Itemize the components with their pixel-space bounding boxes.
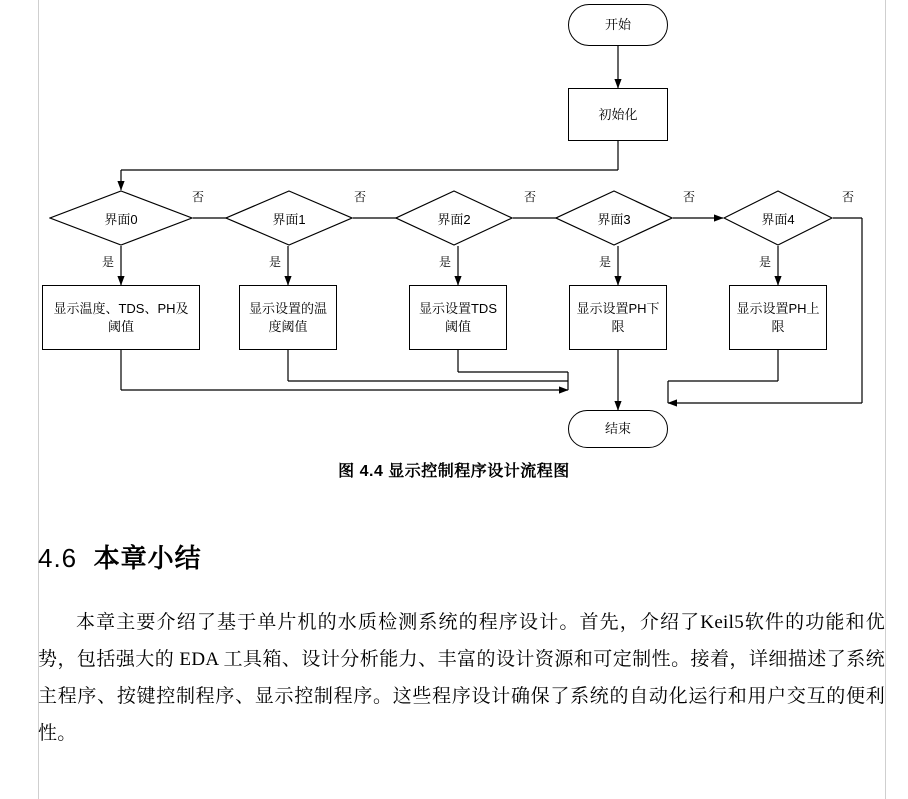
flow-node-end — [568, 410, 668, 448]
edge-label-no-4: 否 — [842, 190, 855, 204]
edge-label-no-0: 否 — [192, 190, 205, 204]
section-title: 本章小结 — [93, 542, 202, 573]
flow-decision-4-label: 界面4 — [761, 211, 795, 227]
edge-label-yes-2: 是 — [439, 255, 452, 269]
flow-process-3-label: 显示设置PH下限 — [576, 300, 660, 334]
edge-label-no-3: 否 — [683, 190, 696, 204]
edge-label-no-2: 否 — [524, 190, 537, 204]
section-paragraph: 本章主要介绍了基于单片机的水质检测系统的程序设计。首先，介绍了Keil5软件的功能和优势，包括强大的 EDA 工具箱、设计分析能力、丰富的设计资源和可定制性。接着，详细描述了系统主程序、按键控制程序、显示控制程序。这些程序设计确保了系统的自动化运行和用户交互的便利性。 — [38, 612, 885, 744]
flow-process-0-label: 显示温度、TDS、PH及阈值 — [53, 300, 189, 334]
flow-decision-3-label: 界面3 — [597, 211, 631, 227]
flow-process-2 — [409, 285, 507, 350]
flow-process-2-label: 显示设置TDS阈值 — [418, 300, 497, 334]
flow-node-init — [568, 88, 668, 141]
flow-process-0 — [42, 285, 200, 350]
flow-node-end-label: 结束 — [604, 421, 631, 436]
flow-node-init-label: 初始化 — [598, 106, 638, 122]
section-heading — [38, 538, 202, 575]
flow-decision-0 — [49, 190, 193, 246]
edge-label-no-1: 否 — [354, 190, 367, 204]
flow-decision-0-label: 界面0 — [104, 211, 138, 227]
flow-process-3 — [569, 285, 667, 350]
flow-process-4 — [729, 285, 827, 350]
flow-decision-4 — [723, 190, 833, 246]
flow-node-start-label: 开始 — [604, 17, 631, 32]
flow-decision-2 — [395, 190, 513, 246]
flow-decision-1 — [225, 190, 353, 246]
figure-caption: 图 4.4 显示控制程序设计流程图 — [338, 463, 570, 480]
section-number: 4.6 — [38, 542, 78, 573]
flow-decision-1-label: 界面1 — [272, 211, 306, 227]
edge-label-yes-0: 是 — [102, 255, 115, 269]
flow-process-4-label: 显示设置PH上限 — [736, 300, 820, 334]
edge-label-yes-1: 是 — [269, 255, 282, 269]
flow-decision-3 — [555, 190, 673, 246]
edge-label-yes-4: 是 — [759, 255, 772, 269]
flow-node-start — [568, 4, 668, 46]
flow-process-1-label: 显示设置的温度阈值 — [248, 300, 327, 334]
flow-decision-2-label: 界面2 — [437, 211, 471, 227]
flow-process-1 — [239, 285, 337, 350]
edge-label-yes-3: 是 — [599, 255, 612, 269]
